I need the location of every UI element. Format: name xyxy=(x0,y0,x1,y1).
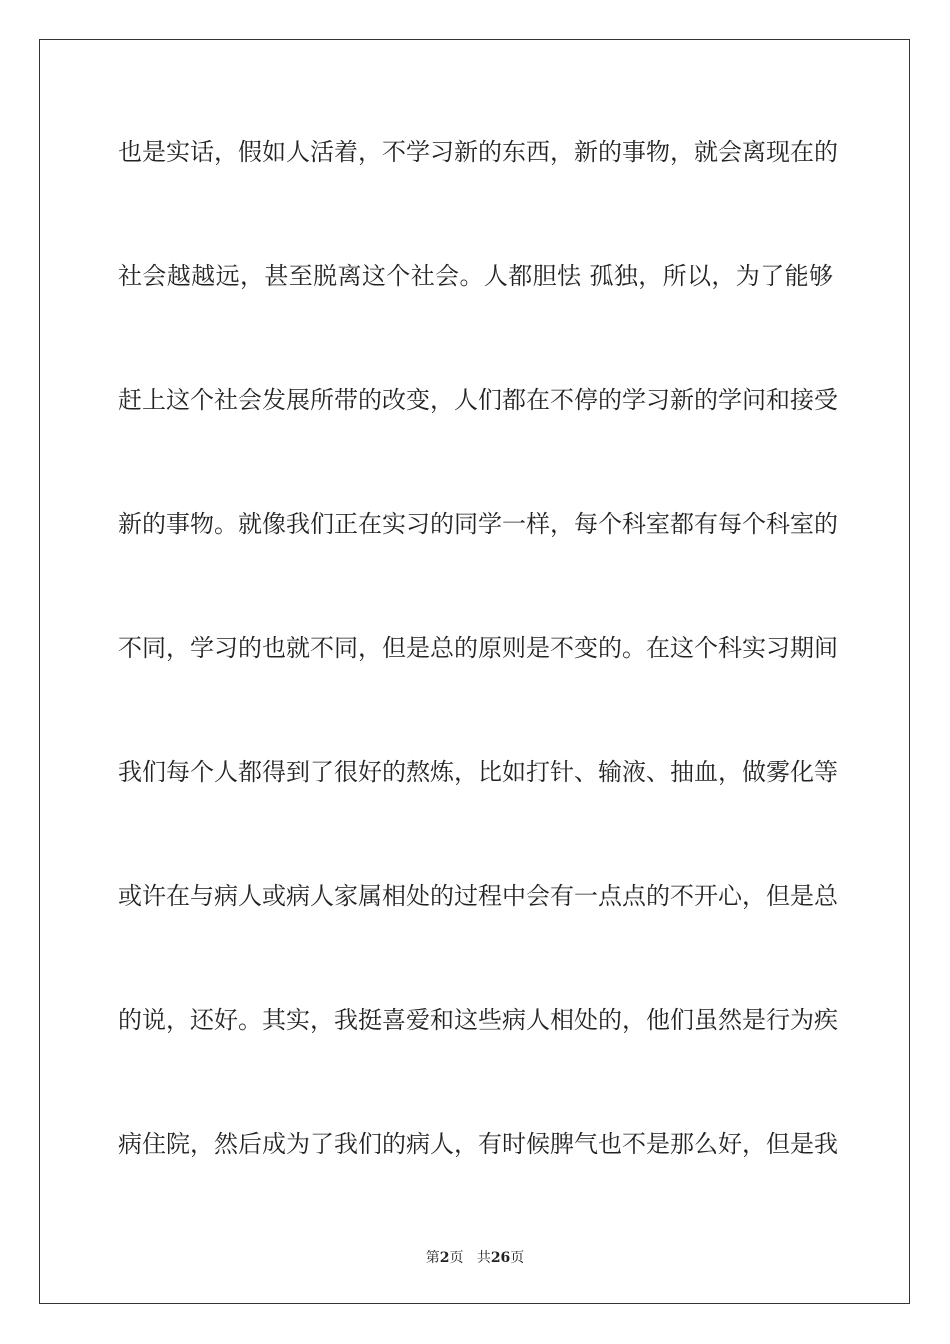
body-text-line-7: 或许在与病人或病人家属相处的过程中会有一点点的不开心，但是总 xyxy=(118,882,838,910)
body-text-line-2: 社会越越远，甚至脱离这个社会。人都胆怯 孤独，所以，为了能够 xyxy=(118,262,833,290)
body-text-line-6: 我们每个人都得到了很好的熬炼，比如打针、输液、抽血，做雾化等 xyxy=(118,758,838,786)
total-suffix: 页 xyxy=(510,1250,525,1266)
body-text-line-9: 病住院，然后成为了我们的病人，有时候脾气也不是那么好，但是我 xyxy=(118,1130,838,1158)
page-suffix: 页 xyxy=(449,1250,464,1266)
total-pages: 26 xyxy=(490,1250,511,1266)
page-prefix: 第 xyxy=(425,1250,440,1266)
body-text-line-8: 的说，还好。其实，我挺喜爱和这些病人相处的，他们虽然是行为疾 xyxy=(118,1006,838,1034)
body-text-line-3: 赶上这个社会发展所带的改变，人们都在不停的学习新的学问和接受 xyxy=(118,386,838,414)
page-footer xyxy=(0,1247,950,1267)
total-prefix: 共 xyxy=(476,1250,491,1266)
page-border xyxy=(39,39,910,1304)
body-text-line-1: 也是实话，假如人活着，不学习新的东西，新的事物，就会离现在的 xyxy=(118,138,838,166)
body-text-line-5: 不同，学习的也就不同，但是总的原则是不变的。在这个科实习期间 xyxy=(118,634,838,662)
page-number: 2 xyxy=(439,1250,450,1266)
body-text-line-4: 新的事物。就像我们正在实习的同学一样，每个科室都有每个科室的 xyxy=(118,510,838,538)
